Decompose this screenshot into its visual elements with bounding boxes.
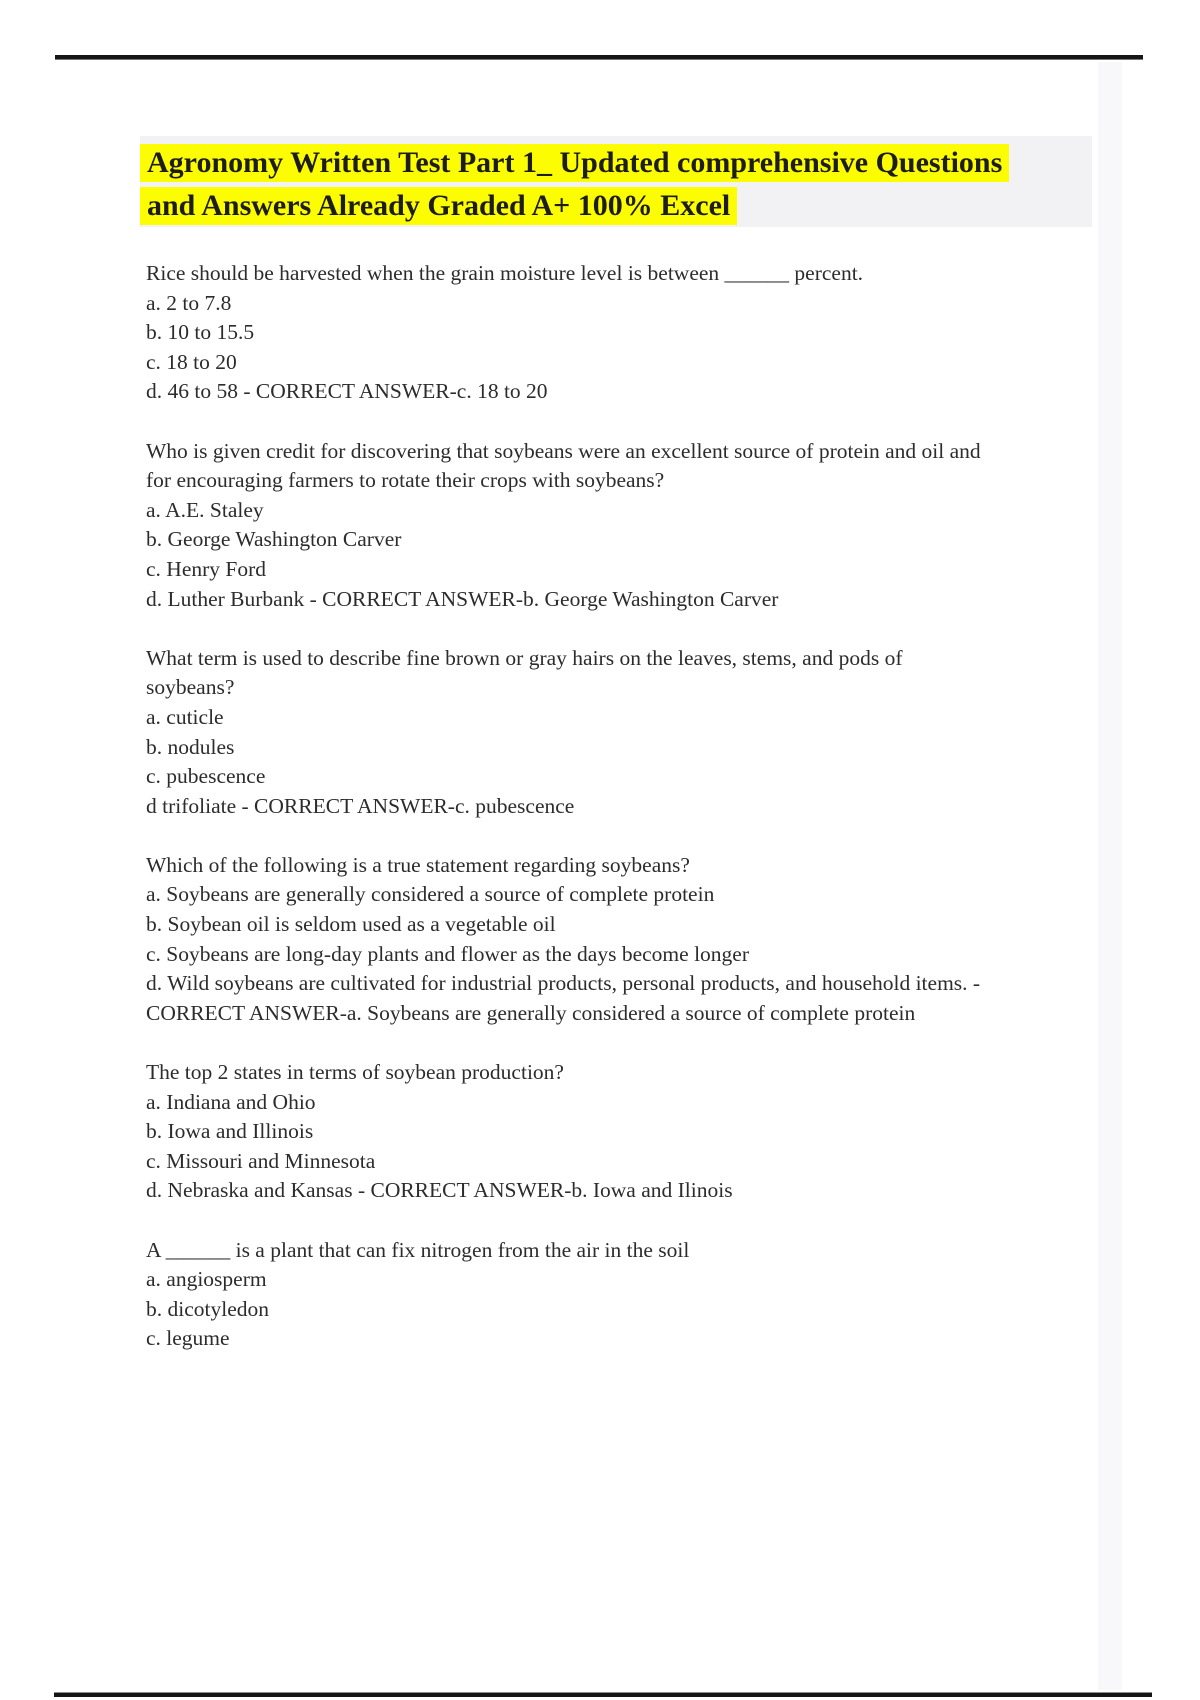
answer-option-c: c. Missouri and Minnesota bbox=[146, 1148, 376, 1173]
question-text-line-1: Who is given credit for discovering that soybeans were an excellent source of protein and oil and bbox=[146, 438, 981, 463]
answer-option-c: c. legume bbox=[146, 1326, 230, 1351]
answer-option-d-line-1: d. Wild soybeans are cultivated for industrial products, personal products, and household items. - bbox=[146, 971, 981, 996]
question-block-1 bbox=[146, 259, 1151, 407]
answer-option-d-with-correct-answer: d. Nebraska and Kansas - CORRECT ANSWER-b. Iowa and Ilinois bbox=[146, 1178, 733, 1203]
answer-option-c: c. Soybeans are long-day plants and flower as the days become longer bbox=[146, 941, 749, 966]
answer-option-b: b. George Washington Carver bbox=[146, 527, 402, 552]
correct-answer-line: CORRECT ANSWER-a. Soybeans are generally considered a source of complete protein bbox=[146, 1000, 916, 1025]
answer-option-b: b. Soybean oil is seldom used as a vegetable oil bbox=[146, 912, 556, 937]
page-title-line-2: and Answers Already Graded A+ 100% Excel bbox=[140, 187, 737, 225]
answer-option-b: b. 10 to 15.5 bbox=[146, 320, 255, 345]
answer-option-d-with-correct-answer: d. 46 to 58 - CORRECT ANSWER-c. 18 to 20 bbox=[146, 379, 548, 404]
question-text: The top 2 states in terms of soybean production? bbox=[146, 1060, 564, 1085]
answer-option-c: c. 18 to 20 bbox=[146, 349, 237, 374]
question-block-3 bbox=[146, 644, 1151, 822]
answer-option-a: a. A.E. Staley bbox=[146, 497, 264, 522]
question-block-2 bbox=[146, 437, 1151, 615]
question-text: Rice should be harvested when the grain moisture level is between ______ percent. bbox=[146, 261, 864, 285]
question-text: A ______ is a plant that can fix nitrogen from the air in the soil bbox=[146, 1237, 690, 1262]
top-horizontal-rule bbox=[55, 55, 1143, 60]
answer-option-a: a. 2 to 7.8 bbox=[146, 290, 232, 315]
answer-option-a: a. Soybeans are generally considered a source of complete protein bbox=[146, 882, 715, 907]
page-title-line-1: Agronomy Written Test Part 1_ Updated comprehensive Questions bbox=[140, 144, 1009, 182]
answer-option-a: a. Indiana and Ohio bbox=[146, 1089, 316, 1114]
answer-option-b: b. nodules bbox=[146, 734, 235, 759]
answer-option-a: a. cuticle bbox=[146, 704, 224, 729]
bottom-horizontal-rule bbox=[54, 1692, 1152, 1697]
answer-option-c: c. Henry Ford bbox=[146, 556, 267, 581]
title-highlight-banner bbox=[140, 136, 1092, 227]
answer-option-b: b. Iowa and Illinois bbox=[146, 1119, 314, 1144]
question-text-line-1: What term is used to describe fine brown or gray hairs on the leaves, stems, and pods of bbox=[146, 645, 903, 670]
answer-option-d-with-correct-answer: d trifoliate - CORRECT ANSWER-c. pubescence bbox=[146, 793, 575, 818]
question-block-4 bbox=[146, 851, 1151, 1029]
question-block-5 bbox=[146, 1058, 1151, 1206]
question-text-line-2: soybeans? bbox=[146, 675, 235, 700]
answer-option-b: b. dicotyledon bbox=[146, 1296, 270, 1321]
question-text: Which of the following is a true statement regarding soybeans? bbox=[146, 852, 690, 877]
answer-option-d-with-correct-answer: d. Luther Burbank - CORRECT ANSWER-b. George Washington Carver bbox=[146, 586, 779, 611]
answer-option-c: c. pubescence bbox=[146, 764, 266, 789]
questions-content bbox=[146, 259, 1151, 1384]
question-text-line-2: for encouraging farmers to rotate their crops with soybeans? bbox=[146, 468, 665, 493]
answer-option-a: a. angiosperm bbox=[146, 1267, 267, 1292]
question-block-6 bbox=[146, 1236, 1151, 1354]
